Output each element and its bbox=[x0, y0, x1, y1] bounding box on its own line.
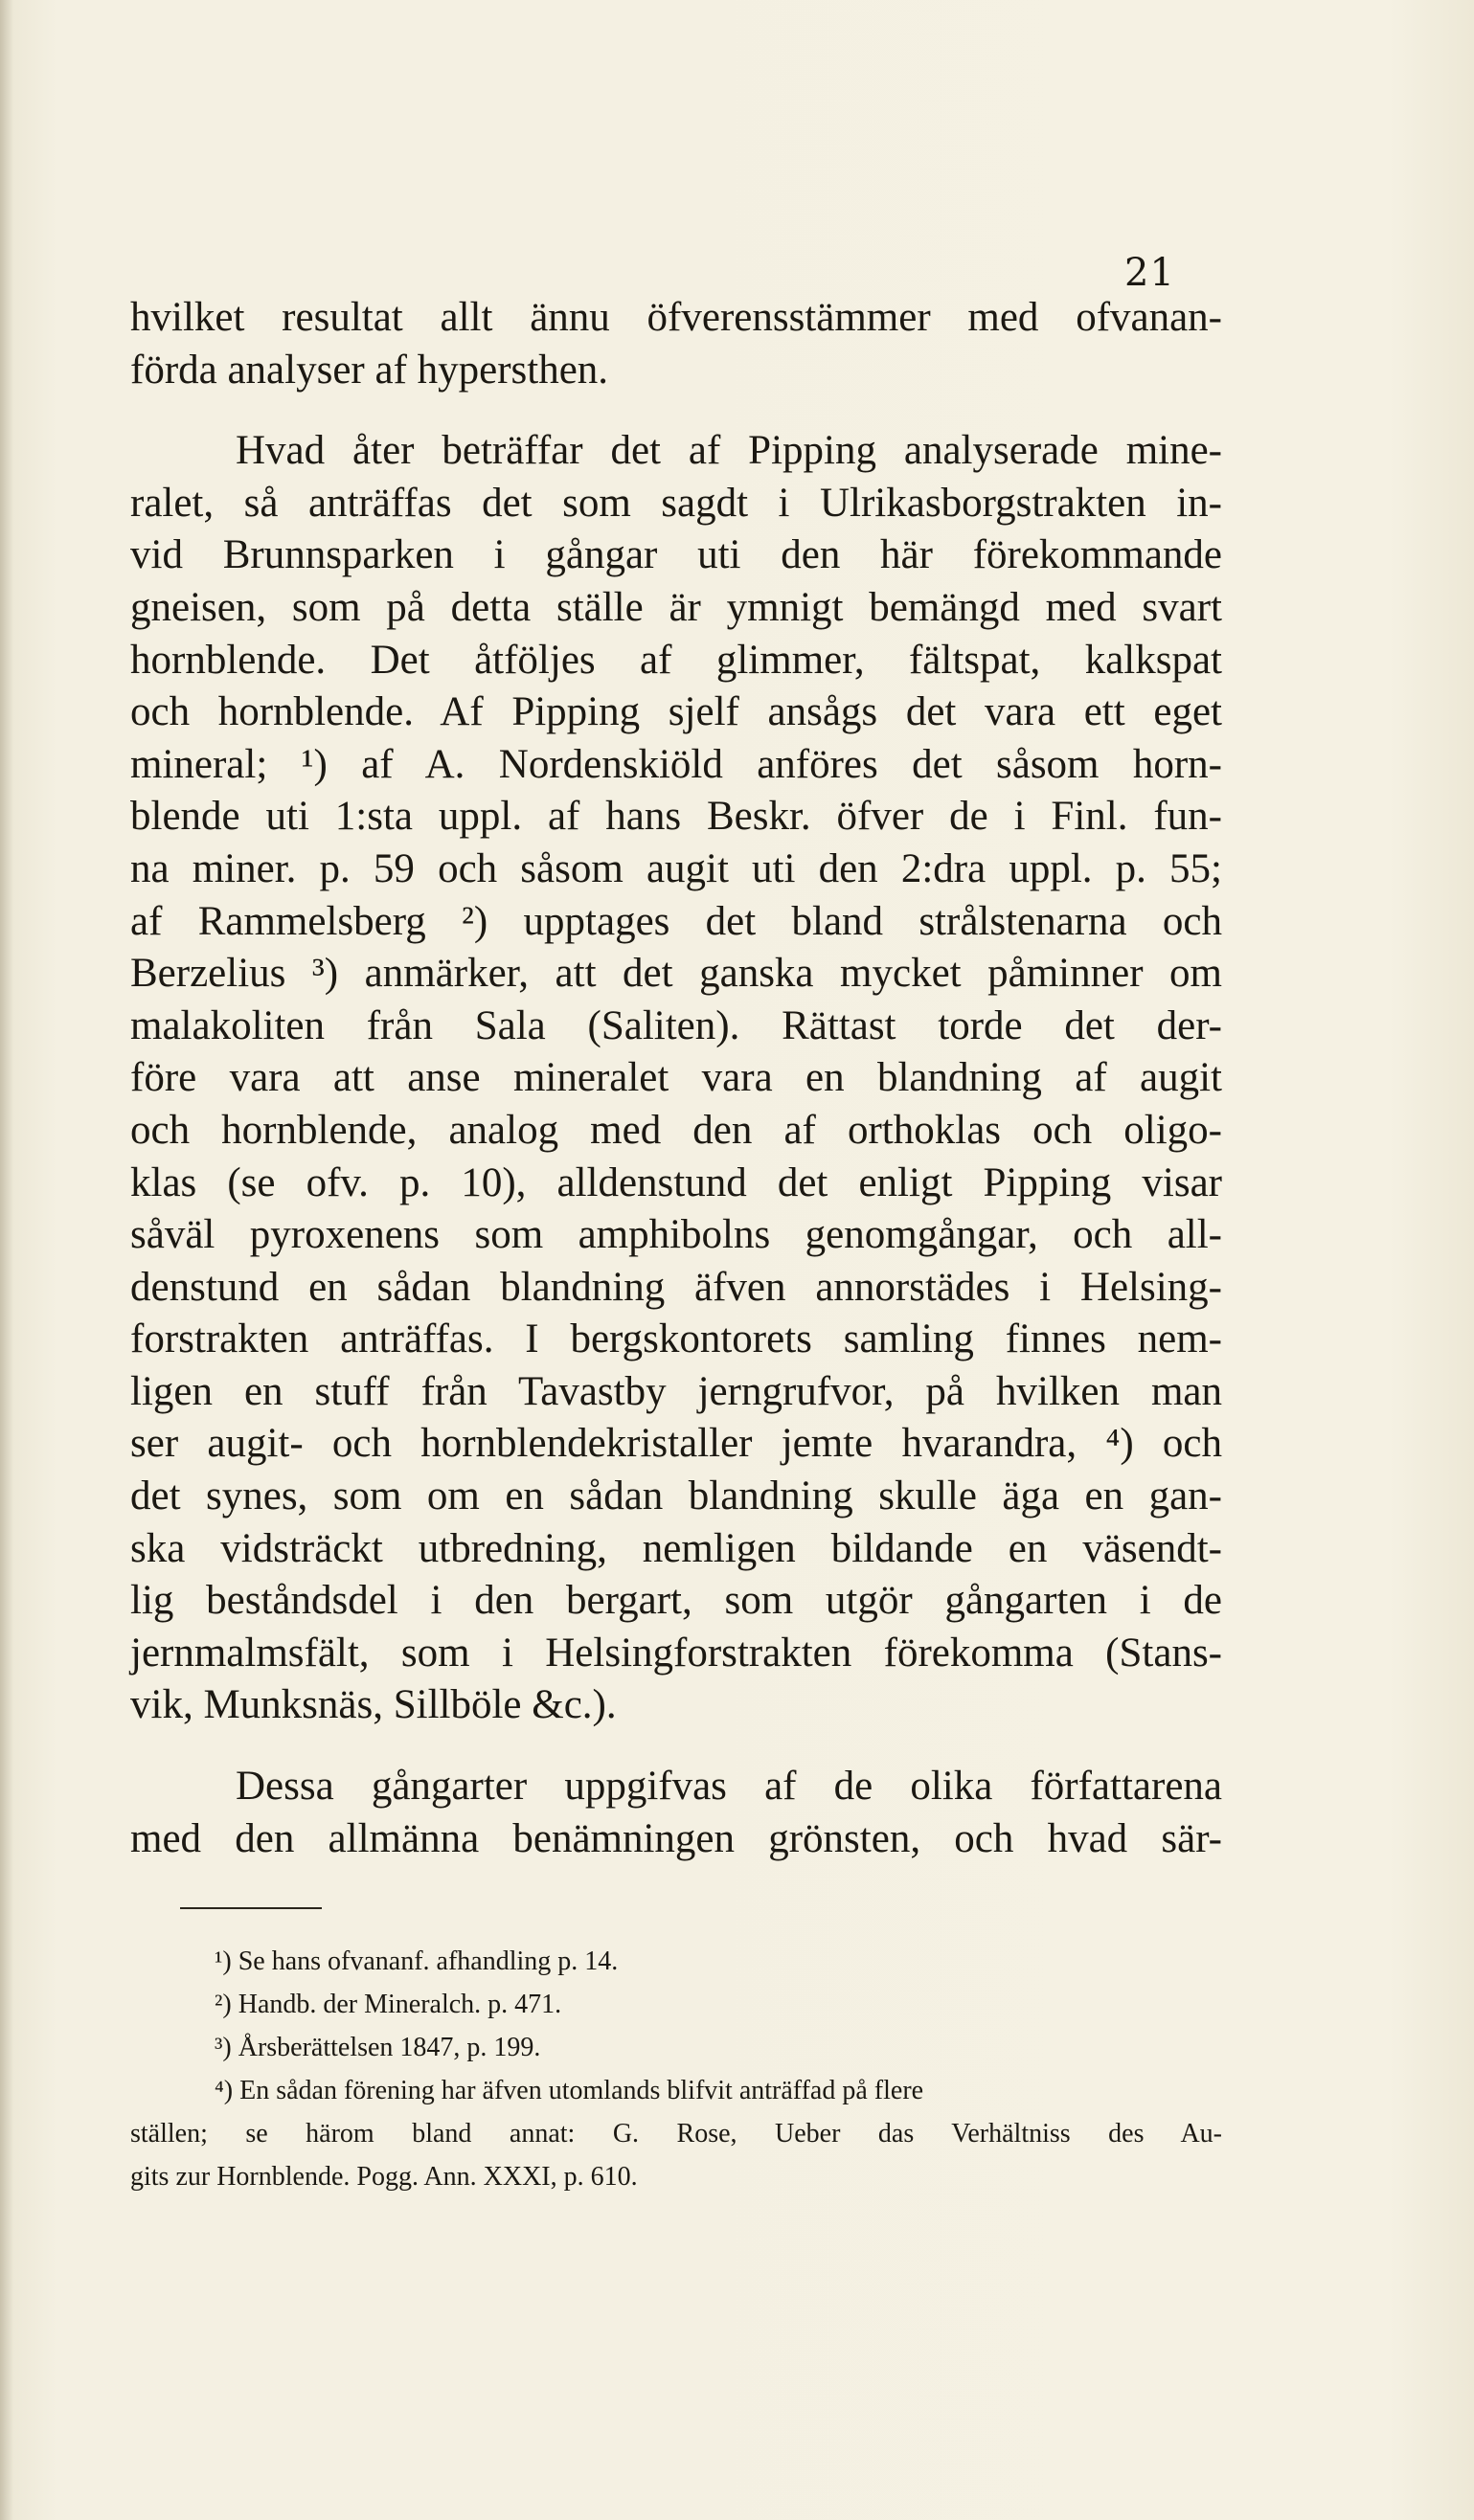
text-line: hornblende. Det åtföljes af glimmer, fältspat, kalkspat bbox=[130, 637, 1222, 683]
text-line: mineral; ¹) af A. Nordenskiöld anföres det såsom horn- bbox=[130, 741, 1222, 787]
page-number: 21 bbox=[1124, 251, 1175, 295]
text-line: forstrakten anträffas. I bergskontorets samling finnes nem- bbox=[130, 1316, 1222, 1362]
text-line: med den allmänna benämningen grönsten, och hvad sär- bbox=[130, 1815, 1222, 1861]
footnote-1: ¹) Se hans ofvananf. afhandling p. 14. bbox=[215, 1946, 619, 1976]
text-line: det synes, som om en sådan blandning skulle äga en gan- bbox=[130, 1474, 1222, 1519]
footnote-4-continuation: ställen; se härom bland annat: G. Rose, Ueber das Verhältniss des Au- bbox=[130, 2119, 1222, 2149]
text-line: ser augit- och hornblendekristaller jemte hvarandra, ⁴) och bbox=[130, 1421, 1222, 1467]
footnote-4: ⁴) En sådan förening har äfven utomlands blifvit anträffad på flere bbox=[215, 2076, 924, 2105]
footnote-4-continuation: gits zur Hornblende. Pogg. Ann. XXXI, p. 610. bbox=[130, 2162, 638, 2192]
text-line: och hornblende. Af Pipping sjelf ansågs det vara ett eget bbox=[130, 689, 1222, 735]
footnote-3: ³) Årsberättelsen 1847, p. 199. bbox=[215, 2033, 541, 2062]
text-line: vid Brunnsparken i gångar uti den här förekommande bbox=[130, 532, 1222, 578]
footnote-divider bbox=[180, 1907, 322, 1909]
text-line: malakoliten från Sala (Saliten). Rättast torde det der- bbox=[130, 1002, 1222, 1048]
text-line: såväl pyroxenens som amphibolns genomgångar, och all- bbox=[130, 1212, 1222, 1258]
footnotes bbox=[130, 1940, 1222, 2198]
text-line: Hvad åter beträffar det af Pipping analyserade mine- bbox=[236, 428, 1222, 474]
text-line: före vara att anse mineralet vara en blandning af augit bbox=[130, 1055, 1222, 1101]
text-line: Dessa gångarter uppgifvas af de olika författarena bbox=[236, 1764, 1222, 1810]
page-gutter-shadow bbox=[0, 0, 13, 2520]
text-line: vik, Munksnäs, Sillböle &c.). bbox=[130, 1682, 617, 1728]
text-line: jernmalmsfält, som i Helsingforstrakten förekomma (Stans- bbox=[130, 1630, 1222, 1676]
text-line: och hornblende, analog med den af orthoklas och oligo- bbox=[130, 1107, 1222, 1153]
text-line: Berzelius ³) anmärker, att det ganska mycket påminner om bbox=[130, 951, 1222, 997]
text-line: förda analyser af hypersthen. bbox=[130, 347, 609, 393]
text-line: af Rammelsberg ²) upptages det bland strålstenarna och bbox=[130, 898, 1222, 944]
text-line: na miner. p. 59 och såsom augit uti den 2:dra uppl. p. 55; bbox=[130, 845, 1222, 891]
text-line: gneisen, som på detta ställe är ymnigt bemängd med svart bbox=[130, 584, 1222, 630]
text-line: ralet, så anträffas det som sagdt i Ulrikasborgstrakten in- bbox=[130, 480, 1222, 526]
text-line: denstund en sådan blandning äfven annorstädes i Helsing- bbox=[130, 1264, 1222, 1310]
text-line: hvilket resultat allt ännu öfverensstämmer med ofvanan- bbox=[130, 295, 1222, 340]
text-line: ska vidsträckt utbredning, nemligen bildande en väsendt- bbox=[130, 1525, 1222, 1571]
footnote-2: ²) Handb. der Mineralch. p. 471. bbox=[215, 1990, 562, 2019]
text-line: blende uti 1:sta uppl. af hans Beskr. öfver de i Finl. fun- bbox=[130, 794, 1222, 840]
body-text bbox=[130, 292, 1222, 1865]
text-line: klas (se ofv. p. 10), alldenstund det enligt Pipping visar bbox=[130, 1159, 1222, 1205]
text-line: ligen en stuff från Tavastby jerngrufvor, på hvilken man bbox=[130, 1368, 1222, 1414]
text-line: lig beståndsdel i den bergart, som utgör gångarten i de bbox=[130, 1578, 1222, 1624]
